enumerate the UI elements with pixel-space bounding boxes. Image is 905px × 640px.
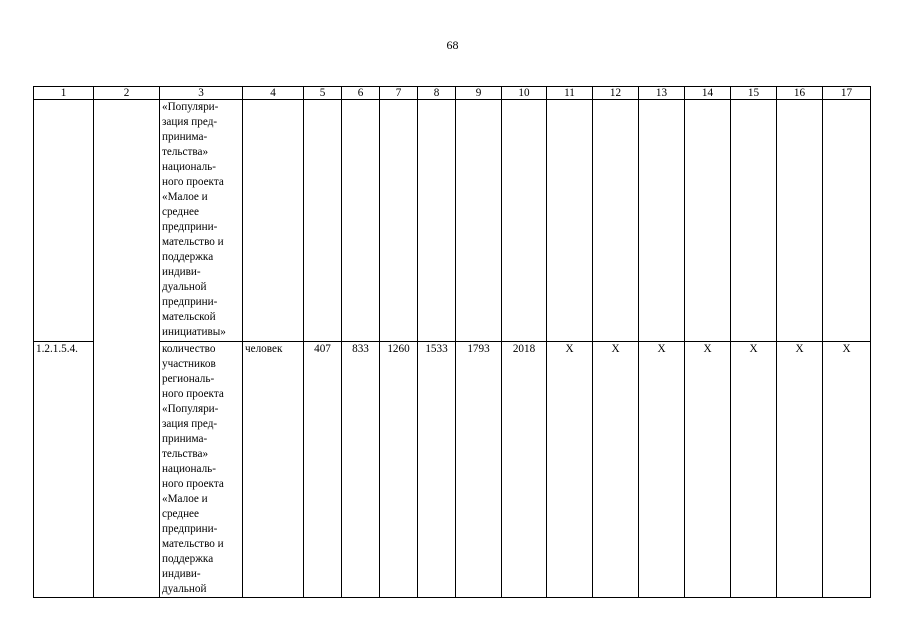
name-line: дуальной — [162, 583, 207, 595]
name-line: среднее — [162, 508, 199, 520]
empty-cell — [456, 100, 502, 342]
empty-cell — [593, 100, 639, 342]
value-cell: 2018 — [502, 342, 547, 598]
name-line: региональ- — [162, 373, 215, 385]
empty-cell — [547, 100, 593, 342]
name-line: поддержка — [162, 553, 214, 565]
column-number: 6 — [342, 87, 380, 100]
column-number: 5 — [304, 87, 342, 100]
name-line: ного проекта — [162, 478, 224, 490]
column-number: 15 — [731, 87, 777, 100]
column-number: 10 — [502, 87, 547, 100]
name-line: количество — [162, 343, 216, 355]
value-cell: Х — [823, 342, 871, 598]
name-line: «Малое и — [162, 191, 208, 203]
table-header-row — [34, 87, 871, 100]
table-row — [34, 342, 871, 598]
value-cell: Х — [777, 342, 823, 598]
column-number: 16 — [777, 87, 823, 100]
name-line: предприни- — [162, 523, 218, 535]
column-number: 7 — [380, 87, 418, 100]
name-line: индиви- — [162, 568, 201, 580]
column-number: 11 — [547, 87, 593, 100]
column-number: 9 — [456, 87, 502, 100]
column-number: 3 — [160, 87, 243, 100]
column-number: 17 — [823, 87, 871, 100]
column-number: 8 — [418, 87, 456, 100]
value-cell: Х — [639, 342, 685, 598]
empty-cell — [94, 100, 160, 598]
name-line: тельства» — [162, 146, 209, 158]
name-line: инициативы» — [162, 326, 226, 338]
name-line: ного проекта — [162, 388, 224, 400]
name-line: зация пред- — [162, 116, 218, 128]
value-cell: Х — [547, 342, 593, 598]
empty-cell — [304, 100, 342, 342]
column-number: 13 — [639, 87, 685, 100]
name-line: индиви- — [162, 266, 201, 278]
value-cell: Х — [731, 342, 777, 598]
column-number: 4 — [243, 87, 304, 100]
value-cell: Х — [685, 342, 731, 598]
column-number: 12 — [593, 87, 639, 100]
value-cell: 1533 — [418, 342, 456, 598]
name-line: предприни- — [162, 296, 218, 308]
name-line: националь- — [162, 463, 216, 475]
name-line: мательство и — [162, 236, 224, 248]
empty-cell — [731, 100, 777, 342]
name-line: предприни- — [162, 221, 218, 233]
name-line: тельства» — [162, 448, 209, 460]
name-line: принима- — [162, 131, 208, 143]
code-cell: 1.2.1.5.4. — [34, 342, 94, 598]
name-line: ного проекта — [162, 176, 224, 188]
value-cell: 833 — [342, 342, 380, 598]
value-cell: 407 — [304, 342, 342, 598]
empty-cell — [418, 100, 456, 342]
name-line: мательство и — [162, 538, 224, 550]
empty-cell — [502, 100, 547, 342]
value-cell: 1793 — [456, 342, 502, 598]
name-line: «Популяри- — [162, 403, 219, 415]
name-line: дуальной — [162, 281, 207, 293]
name-line: зация пред- — [162, 418, 218, 430]
name-line: среднее — [162, 206, 199, 218]
empty-cell — [380, 100, 418, 342]
empty-cell — [823, 100, 871, 342]
value-cell: 1260 — [380, 342, 418, 598]
indicator-table — [33, 86, 871, 598]
column-number: 1 — [34, 87, 94, 100]
name-line: «Малое и — [162, 493, 208, 505]
empty-cell — [243, 100, 304, 342]
column-number: 2 — [94, 87, 160, 100]
name-line: поддержка — [162, 251, 214, 263]
empty-cell — [639, 100, 685, 342]
table-row — [34, 100, 871, 342]
value-cell: Х — [593, 342, 639, 598]
empty-cell — [777, 100, 823, 342]
indicator-name-cell — [160, 100, 243, 342]
name-line: мательской — [162, 311, 216, 323]
name-line: принима- — [162, 433, 208, 445]
column-number: 14 — [685, 87, 731, 100]
indicator-name-cell — [160, 342, 243, 598]
page-number: 68 — [446, 38, 459, 52]
empty-cell — [342, 100, 380, 342]
name-line: националь- — [162, 161, 216, 173]
unit-cell: человек — [243, 342, 304, 598]
name-line: «Популяри- — [162, 101, 219, 113]
empty-cell — [685, 100, 731, 342]
name-line: участников — [162, 358, 216, 370]
code-cell — [34, 100, 94, 342]
